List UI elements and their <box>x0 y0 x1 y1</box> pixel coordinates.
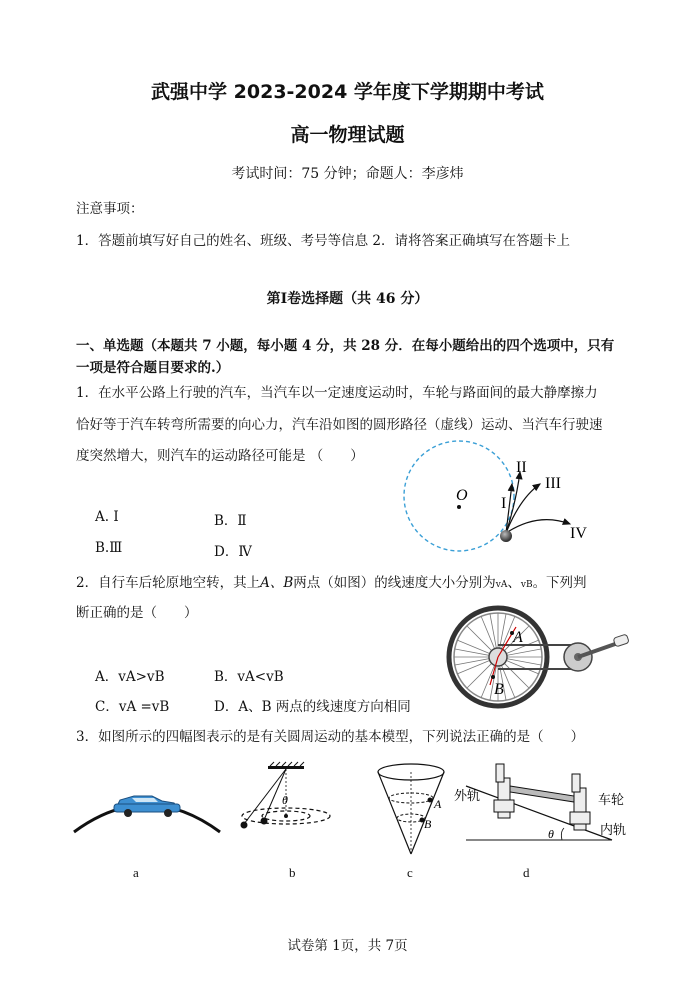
caption-b: b <box>289 865 296 880</box>
center-label: O <box>456 487 468 504</box>
string-outer <box>244 769 286 824</box>
q2-line2: 断正确的是（ ） <box>76 605 198 621</box>
subject-title: 高一物理试题 <box>290 124 405 146</box>
exam-info: 考试时间：75 分钟；命题人：李彦炜 <box>231 166 464 182</box>
path-4-label: IV <box>570 525 587 542</box>
q2-va: vA <box>495 580 508 590</box>
page-footer: 试卷第 1页，共 7页 <box>287 938 408 954</box>
ceiling <box>268 766 304 769</box>
q2-text-end: 。下列判 <box>532 575 587 591</box>
point-b-dot <box>491 675 495 679</box>
section-intro-line2: 一项是符合题目要求的.） <box>76 360 230 376</box>
q3-figure-b <box>238 764 348 836</box>
q2-vb: vB <box>520 580 533 590</box>
q1-option-a: A. Ⅰ <box>95 509 119 525</box>
outer-rail-label: 外轨 <box>454 788 481 803</box>
path-2-label: II <box>516 459 527 476</box>
caption-a: a <box>133 865 139 880</box>
point-a-label-c: A <box>434 797 442 811</box>
q1-figure <box>398 440 608 560</box>
wheel-label: 车轮 <box>598 792 625 807</box>
caption-d: d <box>523 865 530 880</box>
cone-side-right <box>411 772 444 854</box>
q2-option-a: A．vA>vB <box>95 669 165 685</box>
center-dot <box>457 505 461 509</box>
axle <box>510 786 574 802</box>
cone-side-left <box>378 772 411 854</box>
q2-figure <box>446 605 636 705</box>
q2-text-b: 两点（如图）的线速度大小分别为 <box>293 575 496 591</box>
q1-option-c: B.Ⅲ <box>95 540 123 556</box>
path-2 <box>506 472 520 533</box>
exam-title: 武强中学 2023-2024 学年度下学期期中考试 <box>151 81 544 103</box>
q2-sep: 、 <box>507 575 521 591</box>
q2-option-b: B．vA<vB <box>214 669 284 685</box>
path-1-label: I <box>501 495 507 512</box>
q1-line2: 恰好等于汽车转弯所需要的向心力，汽车沿如图的圆形路径（虚线）运动、当汽车行驶速 <box>76 417 603 433</box>
ball-a <box>428 798 433 803</box>
q2-text-a: 2．自行车后轮原地空转，其上 <box>76 575 261 591</box>
notice-heading: 注意事项： <box>76 201 144 217</box>
q2-points: A、B <box>260 575 294 591</box>
notice-items: 1．答题前填写好自己的姓名、班级、考号等信息 2．请将答案正确填写在答题卡上 <box>76 233 570 249</box>
path-3-label: III <box>545 475 561 492</box>
q1-line1: 1．在水平公路上行驶的汽车，当汽车以一定速度运动时，车轮与路面间的最大静摩擦力 <box>76 385 598 401</box>
q3-figure-d <box>452 756 627 846</box>
point-a-label: A <box>513 629 523 646</box>
path-4 <box>506 520 570 533</box>
angle-label: θ <box>282 793 288 807</box>
inner-rail-label: 内轨 <box>600 822 627 837</box>
point-b-label: B <box>494 681 504 698</box>
point-b-label-c: B <box>424 817 432 831</box>
section-title: 第Ⅰ卷选择题（共 46 分） <box>266 291 429 307</box>
ball-outer <box>241 822 248 829</box>
angle-arc <box>561 828 564 840</box>
q1-option-b: B．Ⅱ <box>214 513 247 529</box>
car-ball <box>500 530 512 542</box>
ball-inner <box>261 818 268 825</box>
q3-figure-a <box>74 780 220 840</box>
q1-option-d: D．Ⅳ <box>214 544 252 560</box>
section-intro-line1: 一、单选题（本题共 7 小题，每小题 4 分，共 28 分．在每小题给出的四个选项中，只有 <box>76 338 615 354</box>
caption-c: c <box>407 865 413 880</box>
q2-line1 <box>76 571 587 591</box>
pedal <box>613 634 629 647</box>
q2-option-d: D．A、B 两点的线速度方向相同 <box>214 699 411 715</box>
car-icon <box>114 796 180 817</box>
angle-label-d: θ <box>548 827 554 841</box>
q3-figure-c <box>374 762 454 862</box>
center-point <box>284 814 288 818</box>
q1-line3: 度突然增大，则汽车的运动路径可能是 （ ） <box>76 448 364 464</box>
q3-line1: 3．如图所示的四幅图表示的是有关圆周运动的基本模型，下列说法正确的是（ ） <box>76 729 585 745</box>
q2-option-c: C．vA =vB <box>95 699 170 715</box>
ceiling-hatch <box>270 762 304 766</box>
